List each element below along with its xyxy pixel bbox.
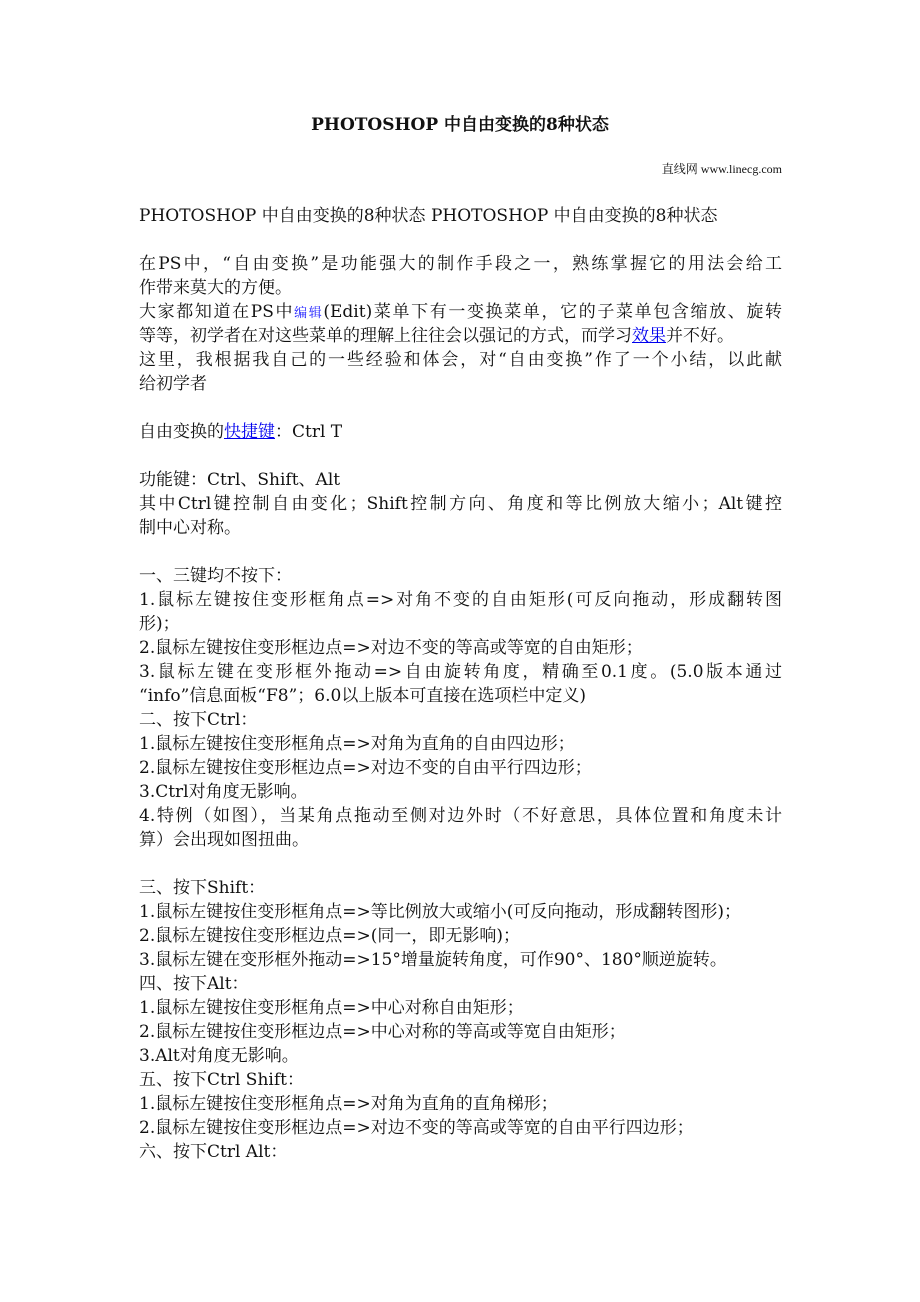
paragraph bbox=[139, 660, 782, 708]
text-line bbox=[139, 276, 782, 300]
text-segment: 3.Alt对角度无影响。 bbox=[139, 1046, 299, 1066]
text-line bbox=[139, 708, 782, 732]
text-line bbox=[139, 732, 782, 756]
document-title: PHOTOSHOP 中自由变换的8种状态 bbox=[311, 115, 609, 135]
text-segment: 4.特例（如图），当某角点拖动至侧对边外时（不好意思，具体位置和角度未计 bbox=[139, 806, 782, 826]
paragraph bbox=[139, 780, 782, 804]
hyperlink[interactable]: 编辑 bbox=[294, 306, 324, 321]
hyperlink[interactable]: 效果 bbox=[632, 326, 666, 346]
text-segment: 2.鼠标左键按住变形框边点=>对边不变的等高或等宽的自由矩形； bbox=[139, 638, 643, 658]
paragraph bbox=[139, 756, 782, 780]
paragraph bbox=[139, 492, 782, 540]
blank-line bbox=[139, 852, 782, 876]
text-segment: 功能键：Ctrl、Shift、Alt bbox=[139, 470, 341, 490]
paragraph bbox=[139, 420, 782, 444]
paragraph bbox=[139, 948, 782, 972]
text-line bbox=[139, 996, 782, 1020]
paragraph bbox=[139, 300, 782, 348]
text-segment: 等等，初学者在对这些菜单的理解上往往会以强记的方式，而学习 bbox=[139, 326, 632, 346]
text-segment: 1.鼠标左键按住变形框角点=>对角为直角的直角梯形； bbox=[139, 1094, 558, 1114]
text-line bbox=[139, 660, 782, 684]
paragraph bbox=[139, 1116, 782, 1140]
hyperlink[interactable]: 快捷键 bbox=[224, 422, 275, 442]
text-segment: 2.鼠标左键按住变形框边点=>中心对称的等高或等宽自由矩形； bbox=[139, 1022, 626, 1042]
text-line bbox=[139, 1020, 782, 1044]
paragraph bbox=[139, 972, 782, 996]
text-line bbox=[139, 300, 782, 324]
text-segment: 1.鼠标左键按住变形框角点=>等比例放大或缩小(可反向拖动，形成翻转图形)； bbox=[139, 902, 741, 922]
text-segment: 3.Ctrl对角度无影响。 bbox=[139, 782, 308, 802]
text-line bbox=[139, 324, 782, 348]
blank-line bbox=[139, 396, 782, 420]
text-line bbox=[139, 348, 782, 372]
text-line bbox=[139, 372, 782, 396]
text-line bbox=[139, 204, 782, 228]
text-segment: 2.鼠标左键按住变形框边点=>(同一，即无影响)； bbox=[139, 926, 520, 946]
text-segment: 三、按下Shift： bbox=[139, 878, 266, 898]
paragraph bbox=[139, 1020, 782, 1044]
text-segment: 3.鼠标左键在变形框外拖动=>15°增量旋转角度，可作90°、180°顺逆旋转。 bbox=[139, 950, 727, 970]
text-line bbox=[139, 828, 782, 852]
text-line bbox=[139, 972, 782, 996]
paragraph bbox=[139, 1092, 782, 1116]
text-line bbox=[139, 1068, 782, 1092]
text-line bbox=[139, 468, 782, 492]
text-line bbox=[139, 564, 782, 588]
paragraph bbox=[139, 348, 782, 396]
blank-line bbox=[139, 444, 782, 468]
text-line bbox=[139, 756, 782, 780]
paragraph bbox=[139, 1044, 782, 1068]
text-line bbox=[139, 252, 782, 276]
text-segment: 制中心对称。 bbox=[139, 518, 241, 538]
text-line bbox=[139, 876, 782, 900]
text-line bbox=[139, 612, 782, 636]
text-segment: “info”信息面板“F8”；6.0以上版本可直接在选项栏中定义) bbox=[139, 686, 586, 706]
text-segment: 这里，我根据我自己的一些经验和体会，对“自由变换”作了一个小结，以此献 bbox=[139, 350, 782, 370]
text-segment: 在PS中，“自由变换”是功能强大的制作手段之一，熟练掌握它的用法会给工 bbox=[139, 254, 782, 274]
paragraph bbox=[139, 252, 782, 300]
paragraph bbox=[139, 732, 782, 756]
text-segment: 1.鼠标左键按住变形框角点=>中心对称自由矩形； bbox=[139, 998, 524, 1018]
paragraph bbox=[139, 588, 782, 636]
text-line bbox=[139, 804, 782, 828]
source-attribution: 直线网 www.linecg.com bbox=[661, 162, 782, 176]
text-line bbox=[139, 516, 782, 540]
text-line bbox=[139, 636, 782, 660]
paragraph bbox=[139, 996, 782, 1020]
text-segment: PHOTOSHOP 中自由变换的8种状态 PHOTOSHOP 中自由变换的8种状态 bbox=[139, 206, 718, 226]
text-line bbox=[139, 900, 782, 924]
paragraph bbox=[139, 1068, 782, 1092]
text-segment: 作带来莫大的方便。 bbox=[139, 278, 292, 298]
text-segment: 3.鼠标左键在变形框外拖动=>自由旋转角度，精确至0.1度。(5.0版本通过 bbox=[139, 662, 782, 682]
text-segment: 给初学者 bbox=[139, 374, 207, 394]
text-segment: 1.鼠标左键按住变形框角点=>对角为直角的自由四边形； bbox=[139, 734, 575, 754]
text-line bbox=[139, 1044, 782, 1068]
text-segment: ：Ctrl T bbox=[275, 422, 343, 442]
text-segment: 形)； bbox=[139, 614, 180, 634]
blank-line bbox=[139, 540, 782, 564]
text-line bbox=[139, 1092, 782, 1116]
text-segment: 二、按下Ctrl： bbox=[139, 710, 258, 730]
text-segment: 其中Ctrl键控制自由变化；Shift控制方向、角度和等比例放大缩小；Alt键控 bbox=[139, 494, 782, 514]
text-line bbox=[139, 420, 782, 444]
text-segment: 2.鼠标左键按住变形框边点=>对边不变的自由平行四边形； bbox=[139, 758, 592, 778]
text-segment: 算）会出现如图扭曲。 bbox=[139, 830, 309, 850]
text-line bbox=[139, 924, 782, 948]
document-body bbox=[139, 204, 782, 1164]
paragraph bbox=[139, 804, 782, 852]
text-segment: 1.鼠标左键按住变形框角点=>对角不变的自由矩形(可反向拖动，形成翻转图 bbox=[139, 590, 782, 610]
text-line bbox=[139, 684, 782, 708]
paragraph bbox=[139, 876, 782, 900]
paragraph bbox=[139, 636, 782, 660]
paragraph bbox=[139, 468, 782, 492]
paragraph bbox=[139, 204, 782, 228]
paragraph bbox=[139, 924, 782, 948]
text-line bbox=[139, 492, 782, 516]
text-segment: 2.鼠标左键按住变形框边点=>对边不变的等高或等宽的自由平行四边形； bbox=[139, 1118, 694, 1138]
text-line bbox=[139, 948, 782, 972]
text-segment: 自由变换的 bbox=[139, 422, 224, 442]
paragraph bbox=[139, 564, 782, 588]
blank-line bbox=[139, 228, 782, 252]
text-segment: 四、按下Alt： bbox=[139, 974, 249, 994]
text-line bbox=[139, 780, 782, 804]
text-segment: 一、三键均不按下： bbox=[139, 566, 292, 586]
text-segment: 六、按下Ctrl Alt： bbox=[139, 1142, 288, 1162]
text-segment: (Edit)菜单下有一变换菜单，它的子菜单包含缩放、旋转 bbox=[323, 302, 782, 322]
text-line bbox=[139, 588, 782, 612]
text-line bbox=[139, 1140, 782, 1164]
paragraph bbox=[139, 1140, 782, 1164]
text-segment: 大家都知道在PS中 bbox=[139, 302, 295, 322]
text-segment: 五、按下Ctrl Shift： bbox=[139, 1070, 304, 1090]
paragraph bbox=[139, 708, 782, 732]
text-segment: 并不好。 bbox=[666, 326, 734, 346]
paragraph bbox=[139, 900, 782, 924]
text-line bbox=[139, 1116, 782, 1140]
